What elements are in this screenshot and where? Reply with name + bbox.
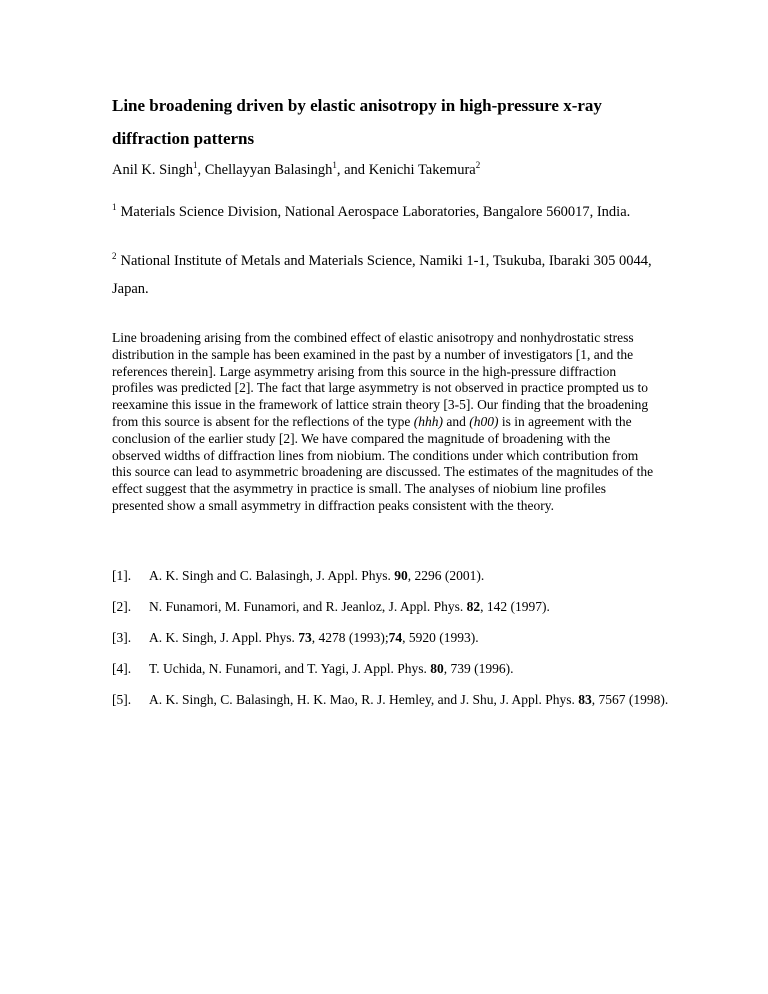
reference-text: , 7567 (1998). [591,692,669,707]
reference-number: [5]. [112,692,132,707]
reference-list [112,567,672,722]
abstract-text: Line broadening arising from the combined effect of elastic anisotropy and nonhydrostatic stress distribution in the sample has been examined in the past by a number of investigators [1, and the references therein]. Large asymmetry arising from this source in the high-pressure diffraction profiles was predicted [2]. The fact that large asymmetry is not observed in practice prompted us to reexamine this issue in the framework of lattice strain theory [3-5]. Our finding that the broadening from this source is absent for the reflections of the type [112,330,649,429]
paper-title: Line broadening driven by elastic anisotropy in high-pressure x-ray diffraction patterns [112,96,602,148]
affiliation-number: 2 [112,251,117,262]
abstract-text: is in agreement with the conclusion of the earlier study [2]. We have compared the magnitude of broadening with the observed widths of diffraction lines from niobium. The conditions under which contribution from this source can lead to asymmetric broadening are discussed. The estimates of the magnitudes of the effect suggest that the asymmetry in practice is small. The analyses of niobium line profiles presented show a small asymmetry in diffraction peaks consistent with the theory. [112,413,654,513]
reference-item [112,691,672,708]
reference-text: , 739 (1996). [443,661,514,676]
author-affil-mark: 1 [332,160,337,171]
author-affil-mark: 2 [475,160,481,171]
reference-volume: 80 [430,661,444,676]
abstract [112,330,657,515]
reference-number: [3]. [112,630,132,645]
reference-text: , 4278 (1993); [311,630,389,645]
reference-text: , 142 (1997). [480,599,550,614]
reference-item [112,598,672,615]
reference-text: A. K. Singh, C. Balasingh, H. K. Mao, R. J. Hemley, and J. Shu, J. Appl. Phys. [149,692,579,707]
reference-text: A. K. Singh and C. Balasingh, J. Appl. Phys. [149,568,395,583]
author-name: Kenichi Takemura [368,162,476,178]
reference-volume: 73 [298,630,312,645]
reference-volume: 74 [388,630,403,645]
author-separator: , and [336,162,369,178]
reference-item [112,629,672,646]
reference-number: [1]. [112,568,132,583]
affiliation [112,247,672,303]
author-affil-mark: 1 [192,160,198,171]
reference-text: , 2296 (2001). [407,568,485,583]
reference-number: [2]. [112,599,132,614]
reflection-hhh: (hhh) [413,413,444,429]
reference-volume: 83 [578,692,592,707]
reference-number: [4]. [112,661,132,676]
affiliation-text: National Institute of Metals and Materials Science, Namiki 1-1, Tsukuba, Ibaraki 305 0044, Japan. [112,253,652,297]
affiliation-text: Materials Science Division, National Aerospace Laboratories, Bangalore 560017, India. [120,204,631,220]
abstract-text: and [443,413,470,429]
reference-volume: 90 [394,568,408,583]
reference-item [112,567,672,584]
author-name: Chellayyan Balasingh [204,162,333,178]
reference-text: A. K. Singh, J. Appl. Phys. [149,630,299,645]
reference-text: T. Uchida, N. Funamori, and T. Yagi, J. Appl. Phys. [149,661,431,676]
affiliation-number: 1 [112,202,117,213]
author-list [112,160,672,180]
reference-text: N. Funamori, M. Funamori, and R. Jeanloz, J. Appl. Phys. [149,599,467,614]
author-name: Anil K. Singh [112,162,193,178]
affiliation [112,202,672,222]
author-separator: , [197,162,205,178]
reference-text: , 5920 (1993). [402,630,479,645]
reflection-h00: (h00) [469,413,499,429]
reference-item [112,660,672,677]
reference-volume: 82 [466,599,481,614]
